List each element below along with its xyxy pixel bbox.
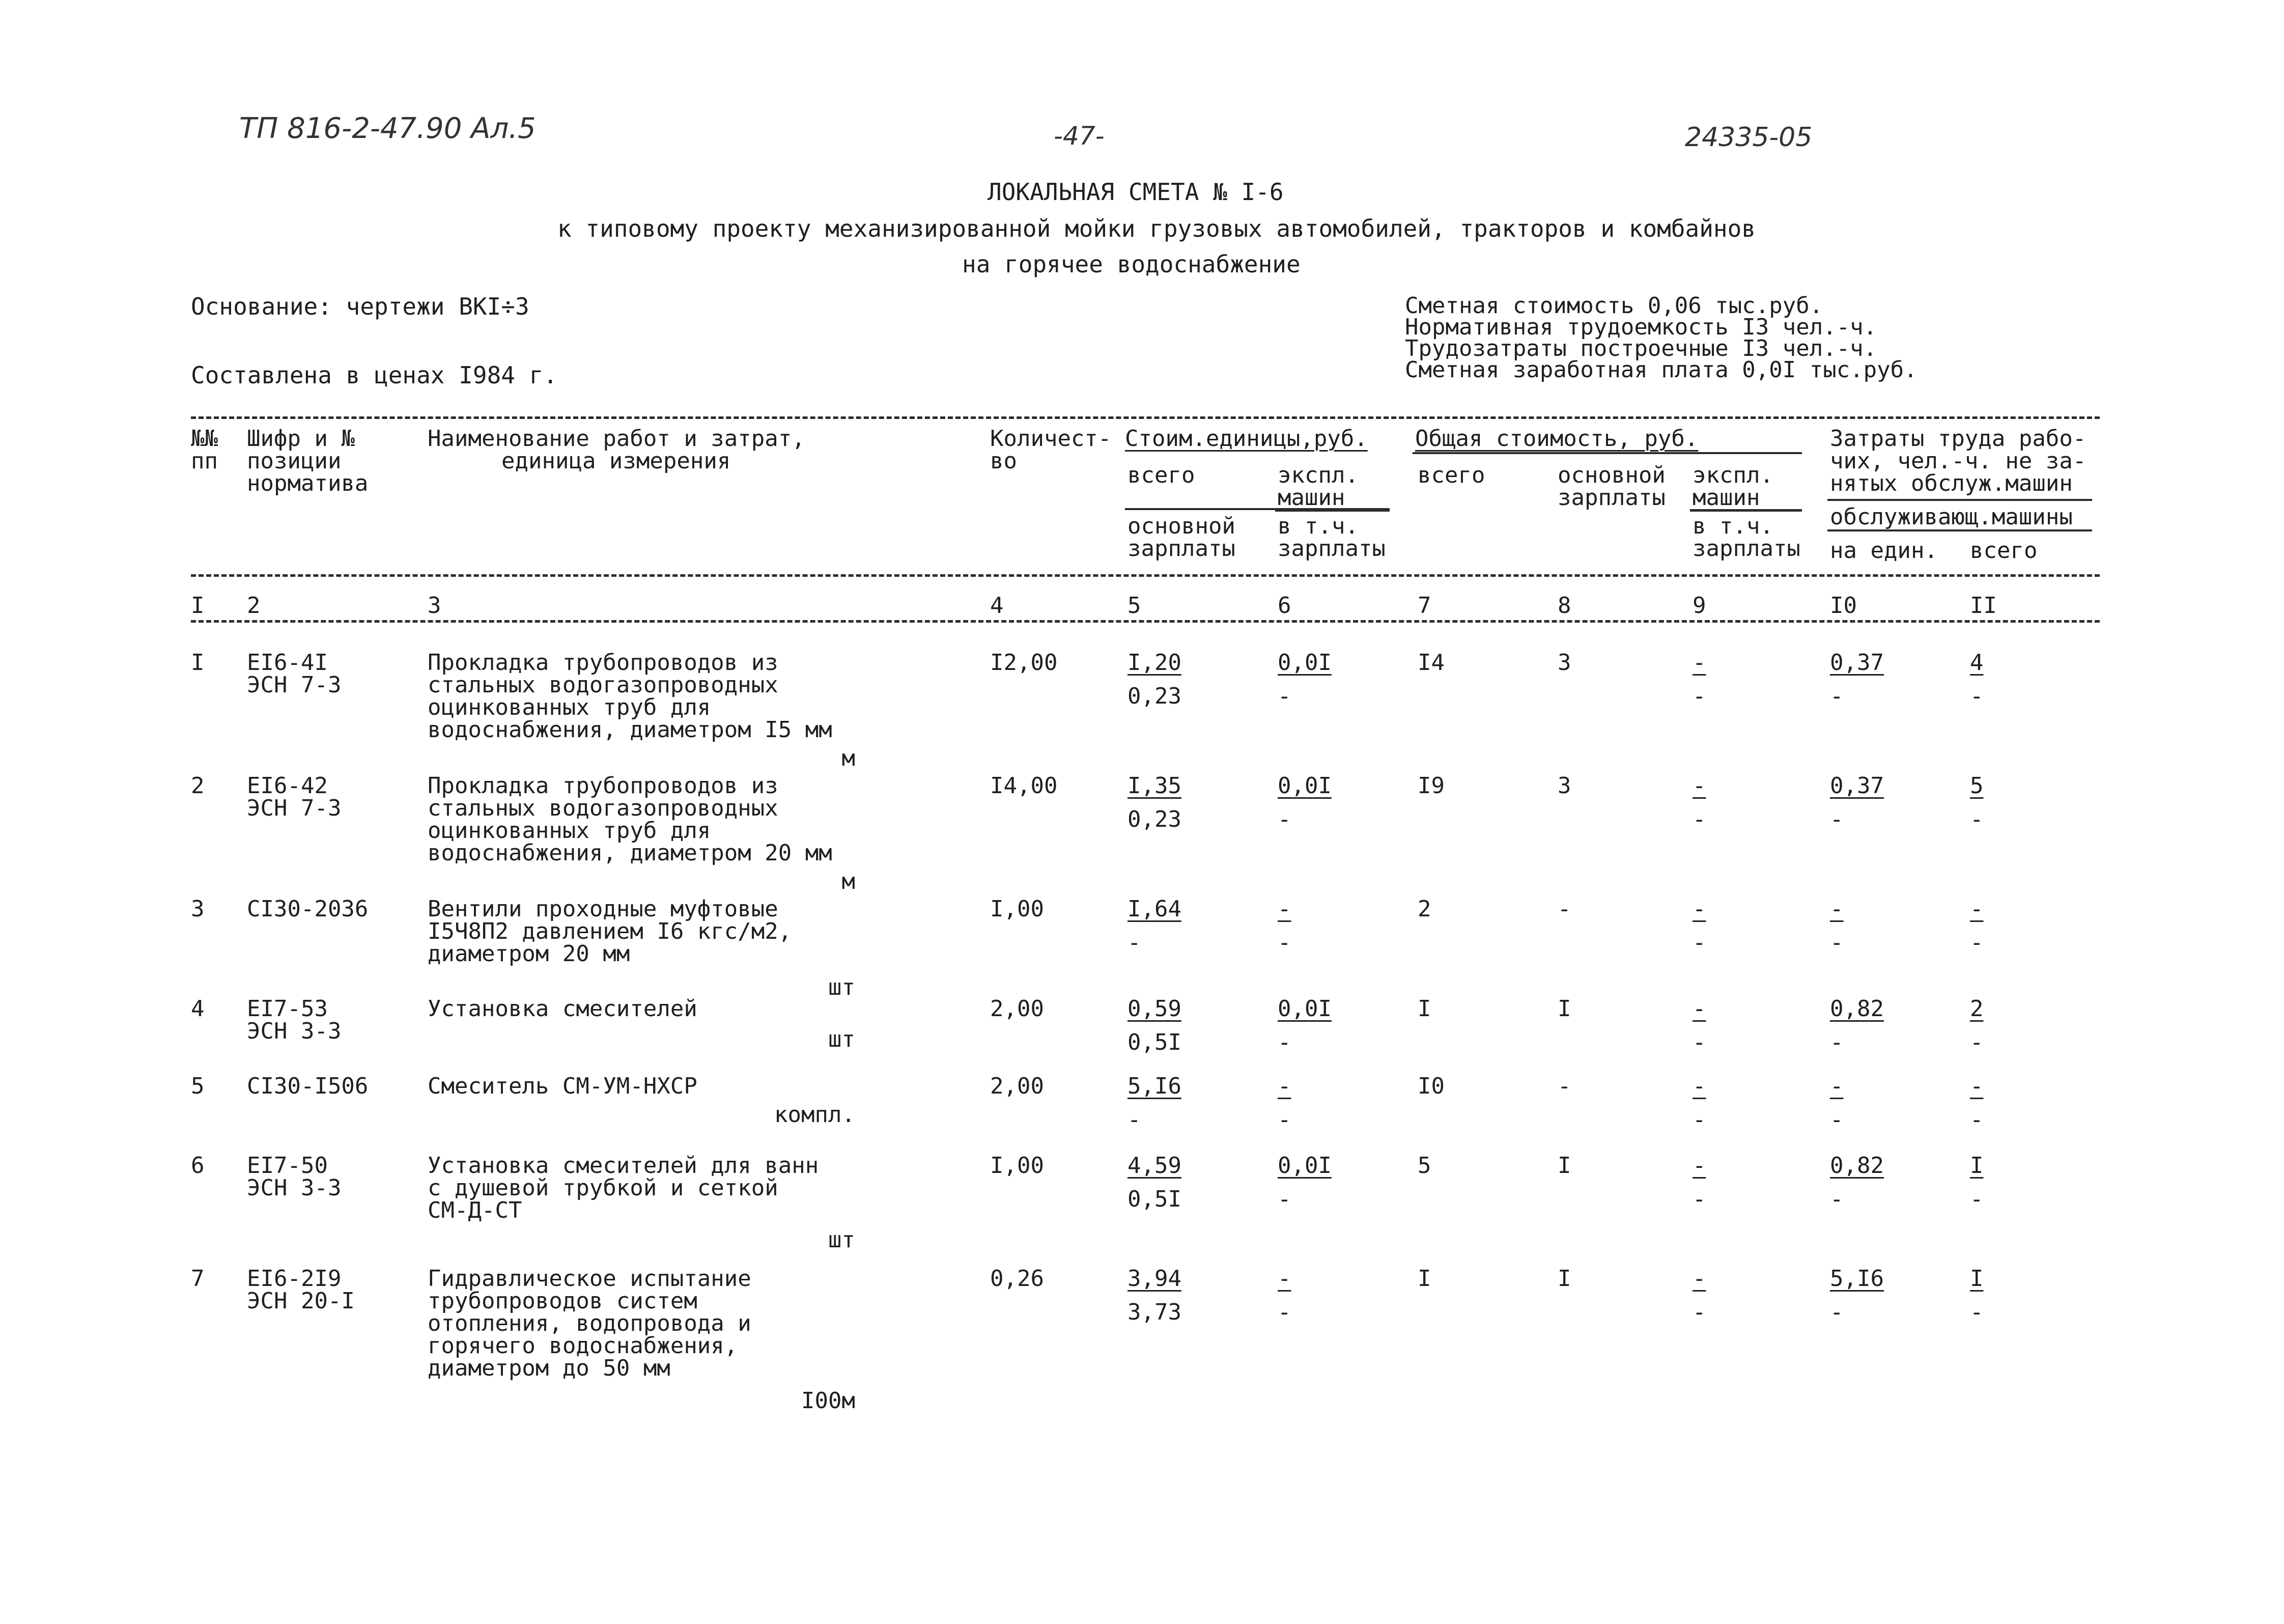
row-name: Гидравлическое испытание трубопроводов систем отопления, водопровода и горячего водоснабжения, диаметром до 50 мм — [428, 1266, 751, 1381]
row-labor-serv-unit: - — [1830, 683, 1844, 709]
header-name-2: единица измерения — [501, 448, 731, 474]
row-name: Вентили проходные муфтовые I5Ч8П2 давлением I6 кгс/м2, диаметром 20 мм — [428, 896, 792, 967]
row-unit-cost-exp: 0,0I — [1278, 996, 1332, 1022]
row-total-exp-wage: - — [1693, 1107, 1706, 1133]
row-unit-cost-total: 5,I6 — [1127, 1073, 1181, 1099]
row-unit-cost-exp: 0,0I — [1278, 1153, 1332, 1179]
row-labor-serv-unit: - — [1830, 930, 1844, 956]
header-total-exp-wage: в т.ч. зарплаты — [1693, 513, 1800, 562]
row-quantity: 0,26 — [990, 1266, 1044, 1292]
row-unit-cost-exp-wage: - — [1278, 1186, 1291, 1212]
row-labor-serv-total: - — [1970, 1029, 1984, 1055]
row-total-exp: - — [1693, 896, 1706, 922]
row-total-wage: - — [1558, 1073, 1571, 1099]
row-unit-cost-wage: 0,5I — [1127, 1186, 1181, 1212]
row-unit-cost-wage: 0,5I — [1127, 1029, 1181, 1055]
row-unit: шт — [828, 974, 855, 1000]
row-total-exp-wage: - — [1693, 683, 1706, 709]
row-unit-cost-exp-wage: - — [1278, 683, 1291, 709]
row-labor-unit: 0,37 — [1830, 650, 1884, 676]
header-num: №№ пп — [191, 426, 218, 474]
header-total-exp: экспл. машин — [1693, 462, 1773, 511]
row-labor-serv-total: - — [1970, 1107, 1984, 1133]
row-unit: компл. — [774, 1102, 855, 1128]
colnum-10: I0 — [1830, 593, 1857, 619]
row-total-wage: I — [1558, 1266, 1571, 1292]
table-top-rule — [191, 416, 2100, 419]
row-unit-cost-wage: - — [1127, 930, 1141, 956]
row-labor-serv-unit: - — [1830, 1107, 1844, 1133]
row-labor-unit: 0,82 — [1830, 1153, 1884, 1179]
colnum-2: 2 — [247, 593, 261, 619]
header-unit-exp-wage: в т.ч. зарплаты — [1278, 513, 1386, 562]
row-labor-total: - — [1970, 896, 1984, 922]
row-labor-serv-unit: - — [1830, 806, 1844, 832]
colnum-9: 9 — [1693, 593, 1706, 619]
row-code: EI7-53 ЭСН 3-3 — [247, 996, 342, 1044]
row-labor-total: I — [1970, 1266, 1984, 1292]
header-labor-unit: на един. — [1830, 538, 1938, 564]
row-labor-serv-unit: - — [1830, 1029, 1844, 1055]
row-total-wage: 3 — [1558, 773, 1571, 799]
summary-wage: Сметная заработная плата 0,0I тыс.руб. — [1405, 357, 1918, 383]
drawing-code: ТП 816-2-47.90 Ал.5 — [239, 112, 536, 145]
colnum-11: II — [1970, 593, 1997, 619]
header-unit-mid-rule — [1125, 508, 1390, 510]
row-unit-cost-exp: - — [1278, 1073, 1291, 1099]
row-number: 7 — [191, 1266, 205, 1292]
row-labor-serv-unit: - — [1830, 1186, 1844, 1212]
row-unit-cost-exp: - — [1278, 1266, 1291, 1292]
row-number: 5 — [191, 1073, 205, 1099]
header-unit-wage: основной зарплаты — [1127, 513, 1235, 562]
colnum-3: 3 — [428, 593, 441, 619]
header-labor-rule — [1827, 499, 2092, 501]
summary-labor-site: Трудозатраты построечные I3 чел.-ч. — [1405, 335, 1877, 361]
row-total-exp: - — [1693, 773, 1706, 799]
row-quantity: 2,00 — [990, 1073, 1044, 1099]
row-name: Установка смесителей — [428, 996, 697, 1022]
row-unit-cost-total: I,35 — [1127, 773, 1181, 799]
summary-cost: Сметная стоимость 0,06 тыс.руб. — [1405, 293, 1823, 319]
row-total-wage: 3 — [1558, 650, 1571, 676]
row-labor-unit: - — [1830, 1073, 1844, 1099]
row-unit-cost-exp: - — [1278, 896, 1291, 922]
row-labor-unit: 5,I6 — [1830, 1266, 1884, 1292]
row-quantity: I4,00 — [990, 773, 1058, 799]
document-subtitle: к типовому проекту механизированной мойки грузовых автомобилей, тракторов и комбайнов — [557, 215, 1756, 242]
row-total-exp: - — [1693, 1073, 1706, 1099]
header-total-rule — [1413, 452, 1802, 454]
row-unit-cost-wage: 0,23 — [1127, 806, 1181, 832]
row-total-exp: - — [1693, 650, 1706, 676]
row-labor-unit: - — [1830, 896, 1844, 922]
row-quantity: I,00 — [990, 896, 1044, 922]
row-labor-total: - — [1970, 1073, 1984, 1099]
row-unit-cost-exp: 0,0I — [1278, 773, 1332, 799]
row-code: CI30-I506 — [247, 1073, 369, 1099]
page-number: -47- — [1054, 121, 1105, 151]
row-unit-cost-exp-wage: - — [1278, 1107, 1291, 1133]
header-unit-cost: Стоим.единицы,руб. — [1125, 426, 1368, 452]
row-labor-unit: 0,82 — [1830, 996, 1884, 1022]
row-number: I — [191, 650, 205, 676]
row-code: EI7-50 ЭСН 3-3 — [247, 1153, 342, 1201]
row-total-wage: I — [1558, 1153, 1571, 1179]
row-unit-cost-exp: 0,0I — [1278, 650, 1332, 676]
header-total-wage: основной зарплаты — [1558, 462, 1666, 511]
row-total-exp-wage: - — [1693, 1029, 1706, 1055]
row-number: 4 — [191, 996, 205, 1022]
colnum-7: 7 — [1418, 593, 1431, 619]
row-total-exp-wage: - — [1693, 1186, 1706, 1212]
row-total-cost: I0 — [1418, 1073, 1445, 1099]
row-unit-cost-total: I,64 — [1127, 896, 1181, 922]
summary-labor-norm: Нормативная трудоемкость I3 чел.-ч. — [1405, 314, 1877, 340]
header-labor-total: всего — [1970, 538, 2038, 564]
row-quantity: I,00 — [990, 1153, 1044, 1179]
colnum-4: 4 — [990, 593, 1004, 619]
row-total-cost: I — [1418, 1266, 1431, 1292]
row-quantity: 2,00 — [990, 996, 1044, 1022]
archive-number: 24335-05 — [1685, 122, 1813, 153]
row-quantity: I2,00 — [990, 650, 1058, 676]
row-unit-cost-wage: 3,73 — [1127, 1299, 1181, 1325]
row-unit-cost-total: 4,59 — [1127, 1153, 1181, 1179]
row-unit-cost-total: 3,94 — [1127, 1266, 1181, 1292]
row-total-wage: - — [1558, 896, 1571, 922]
colnum-5: 5 — [1127, 593, 1141, 619]
row-name: Установка смесителей для ванн с душевой трубкой и сеткой СМ-Д-СТ — [428, 1153, 819, 1223]
colnum-rule — [191, 620, 2100, 623]
basis-text: Основание: чертежи ВКI÷3 — [191, 293, 529, 320]
row-total-exp-wage: - — [1693, 806, 1706, 832]
header-total-cost: Общая стоимость, руб. — [1415, 426, 1699, 452]
row-total-cost: 5 — [1418, 1153, 1431, 1179]
row-total-cost: I4 — [1418, 650, 1445, 676]
row-labor-serv-total: - — [1970, 1186, 1984, 1212]
document-title: ЛОКАЛЬНАЯ СМЕТА № I-6 — [988, 178, 1284, 206]
row-number: 2 — [191, 773, 205, 799]
row-labor-total: I — [1970, 1153, 1984, 1179]
summary-block — [1405, 295, 1918, 381]
row-unit: шт — [828, 1026, 855, 1052]
colnum-6: 6 — [1278, 593, 1291, 619]
row-unit-cost-total: I,20 — [1127, 650, 1181, 676]
header-qty: Количест- во — [990, 426, 1112, 474]
row-unit-cost-total: 0,59 — [1127, 996, 1181, 1022]
row-total-exp: - — [1693, 996, 1706, 1022]
row-unit-cost-exp-wage: - — [1278, 806, 1291, 832]
row-labor-serv-total: - — [1970, 1299, 1984, 1325]
colnum-1: I — [191, 593, 205, 619]
row-total-cost: I9 — [1418, 773, 1445, 799]
row-total-exp: - — [1693, 1266, 1706, 1292]
row-labor-serv-unit: - — [1830, 1299, 1844, 1325]
row-unit: I00м — [801, 1388, 855, 1414]
row-unit-cost-exp-wage: - — [1278, 1029, 1291, 1055]
row-code: EI6-4I ЭСН 7-3 — [247, 650, 342, 698]
row-unit-cost-wage: 0,23 — [1127, 683, 1181, 709]
row-labor-serv-total: - — [1970, 806, 1984, 832]
row-unit: м — [841, 745, 855, 771]
row-labor-serv-total: - — [1970, 683, 1984, 709]
row-unit-cost-exp-wage: - — [1278, 1299, 1291, 1325]
row-code: EI6-42 ЭСН 7-3 — [247, 773, 342, 821]
header-code: Шифр и № позиции норматива — [247, 426, 369, 496]
row-total-wage: I — [1558, 996, 1571, 1022]
row-total-exp-wage: - — [1693, 1299, 1706, 1325]
row-code: CI30-2036 — [247, 896, 369, 922]
row-total-cost: I — [1418, 996, 1431, 1022]
row-total-cost: 2 — [1418, 896, 1431, 922]
row-labor-total: 5 — [1970, 773, 1984, 799]
header-labor: Затраты труда рабо- чих, чел.-ч. не за- нятых обслуж.машин — [1830, 426, 2086, 496]
header-name-1: Наименование работ и затрат, — [428, 426, 805, 452]
row-name: Смеситель СМ-УМ-НХСР — [428, 1073, 697, 1099]
row-unit: м — [841, 869, 855, 894]
header-labor-serv: обслуживающ.машины — [1830, 504, 2073, 530]
header-bottom-rule — [191, 574, 2100, 577]
row-labor-total: 4 — [1970, 650, 1984, 676]
row-number: 6 — [191, 1153, 205, 1179]
row-unit: шт — [828, 1227, 855, 1253]
row-labor-serv-total: - — [1970, 930, 1984, 956]
header-unit-exp: экспл. машин — [1278, 462, 1359, 511]
header-total-all: всего — [1418, 462, 1485, 488]
header-total-exp-rule — [1690, 509, 1802, 512]
price-level-text: Составлена в ценах I984 г. — [191, 361, 558, 389]
colnum-8: 8 — [1558, 593, 1571, 619]
row-name: Прокладка трубопроводов из стальных водогазопроводных оцинкованных труб для водоснабжения, диаметром I5 мм — [428, 650, 832, 743]
header-labor-serv-rule — [1827, 529, 2092, 531]
document-subtitle-2: на горячее водоснабжение — [962, 250, 1301, 278]
row-name: Прокладка трубопроводов из стальных водогазопроводных оцинкованных труб для водоснабжения, диаметром 20 мм — [428, 773, 832, 866]
row-code: EI6-2I9 ЭСН 20-I — [247, 1266, 355, 1314]
row-total-exp-wage: - — [1693, 930, 1706, 956]
row-unit-cost-wage: - — [1127, 1107, 1141, 1133]
header-unit-total: всего — [1127, 462, 1195, 488]
row-labor-unit: 0,37 — [1830, 773, 1884, 799]
row-total-exp: - — [1693, 1153, 1706, 1179]
row-unit-cost-exp-wage: - — [1278, 930, 1291, 956]
row-labor-total: 2 — [1970, 996, 1984, 1022]
row-number: 3 — [191, 896, 205, 922]
